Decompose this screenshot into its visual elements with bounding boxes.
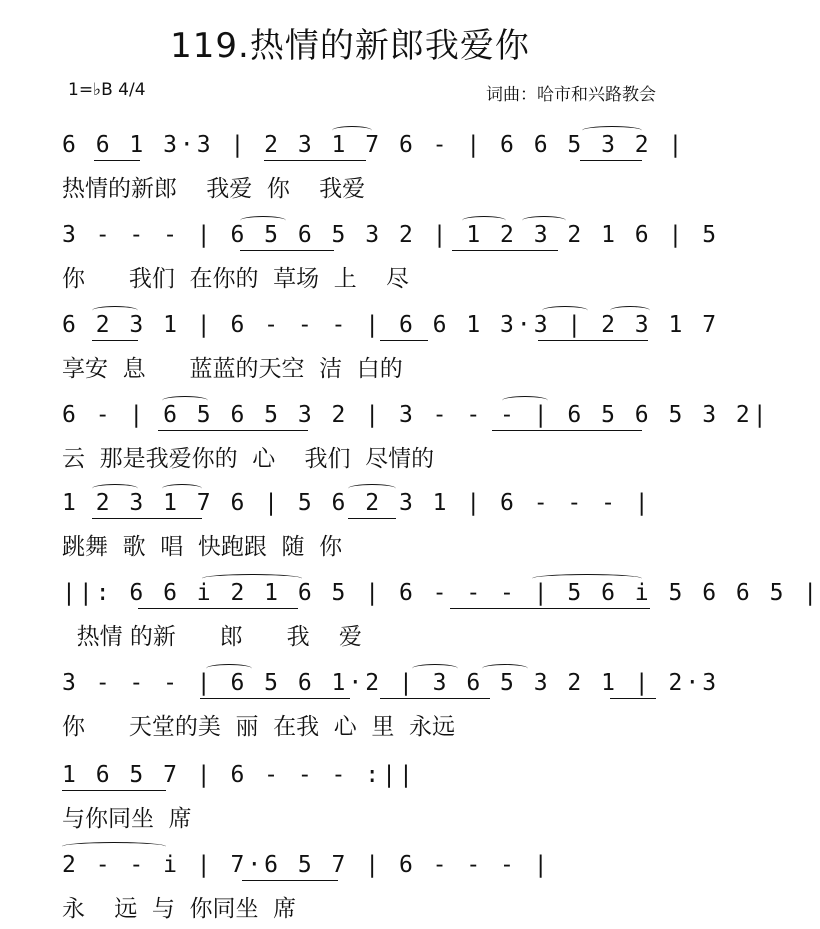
note-underline	[92, 518, 202, 519]
note-underline	[62, 790, 166, 791]
slur-mark	[462, 216, 506, 225]
lyrics-line: 与你同坐 席	[62, 806, 192, 832]
lyrics-line: 享安 息 蓝蓝的天空 洁 白的	[62, 356, 403, 382]
slur-mark	[332, 126, 372, 135]
score-row-3	[62, 312, 720, 382]
note-underline	[92, 340, 138, 341]
note-underline	[580, 160, 642, 161]
note-underline	[452, 250, 558, 251]
slur-mark	[62, 842, 166, 851]
slur-mark	[610, 306, 650, 315]
note-underline	[264, 160, 366, 161]
lyrics-line: 热情 的新 郎 我 爱	[62, 624, 362, 650]
note-underline	[492, 430, 642, 431]
slur-mark	[202, 574, 302, 583]
slur-mark	[348, 484, 396, 493]
score-row-8	[62, 762, 668, 832]
slur-mark	[542, 306, 588, 315]
lyrics-line: 你 天堂的美 丽 在我 心 里 永远	[62, 714, 455, 740]
numbered-notes: 6 - | 6 5 6 5 3 2 | 3 - - - | 6 5 6 5 3 2|	[62, 402, 770, 428]
slur-mark	[92, 306, 138, 315]
lyrics-line: 云 那是我爱你的 心 我们 尽情的	[62, 446, 435, 472]
slur-mark	[582, 126, 642, 135]
slur-mark	[240, 216, 286, 225]
note-underline	[138, 608, 298, 609]
note-underline	[380, 698, 490, 699]
numbered-notes: ||: 6 6 i 2 1 6 5 | 6 - - - | 5 6 i 5 6 6 5 |	[62, 580, 820, 606]
score-row-5	[62, 490, 668, 560]
numbered-notes: 6 6 1 3·3 | 2 3 1 7 6 - | 6 6 5 3 2 |	[62, 132, 686, 158]
slur-mark	[92, 484, 138, 493]
lyrics-line: 永 远 与 你同坐 席	[62, 896, 297, 922]
note-underline	[200, 698, 350, 699]
slur-mark	[206, 664, 252, 673]
slur-mark	[162, 396, 208, 405]
numbered-notes: 2 - - i | 7·6 5 7 | 6 - - - |	[62, 852, 551, 878]
lyrics-line: 跳舞 歌 唱 快跑跟 随 你	[62, 534, 343, 560]
numbered-notes: 6 2 3 1 | 6 - - - | 6 6 1 3·3 | 2 3 1 7	[62, 312, 720, 338]
slur-mark	[522, 216, 566, 225]
slur-mark	[482, 664, 528, 673]
lyrics-line: 你 我们 在你的 草场 上 尽	[62, 266, 409, 292]
lyrics-line: 热情的新郎 我爱 你 我爱	[62, 176, 366, 202]
note-underline	[538, 340, 648, 341]
key-signature: 1=♭B 4/4	[68, 80, 146, 100]
slur-mark	[162, 484, 202, 493]
song-title: 119.热情的新郎我爱你	[170, 26, 530, 66]
slur-mark	[532, 574, 642, 583]
slur-mark	[412, 664, 458, 673]
numbered-notes: 1 6 5 7 | 6 - - - :||	[62, 762, 416, 788]
note-underline	[348, 518, 396, 519]
numbered-notes: 3 - - - | 6 5 6 1·2 | 3 6 5 3 2 1 | 2·3	[62, 670, 720, 696]
slur-mark	[502, 396, 548, 405]
score-row-4	[62, 402, 770, 472]
note-underline	[450, 608, 650, 609]
lyricist-composer: 词曲：哈市和兴路教会	[486, 85, 656, 105]
score-row-2	[62, 222, 720, 292]
score-row-7	[62, 670, 720, 740]
score-row-1	[62, 132, 686, 202]
note-underline	[240, 250, 334, 251]
note-underline	[380, 340, 428, 341]
numbered-notes: 1 2 3 1 7 6 | 5 6 2 3 1 | 6 - - - |	[62, 490, 652, 516]
note-underline	[158, 430, 308, 431]
note-underline	[610, 698, 656, 699]
score-row-6	[62, 580, 820, 650]
score-row-9	[62, 852, 668, 922]
note-underline	[242, 880, 338, 881]
note-underline	[94, 160, 140, 161]
numbered-notes: 3 - - - | 6 5 6 5 3 2 | 1 2 3 2 1 6 | 5	[62, 222, 720, 248]
